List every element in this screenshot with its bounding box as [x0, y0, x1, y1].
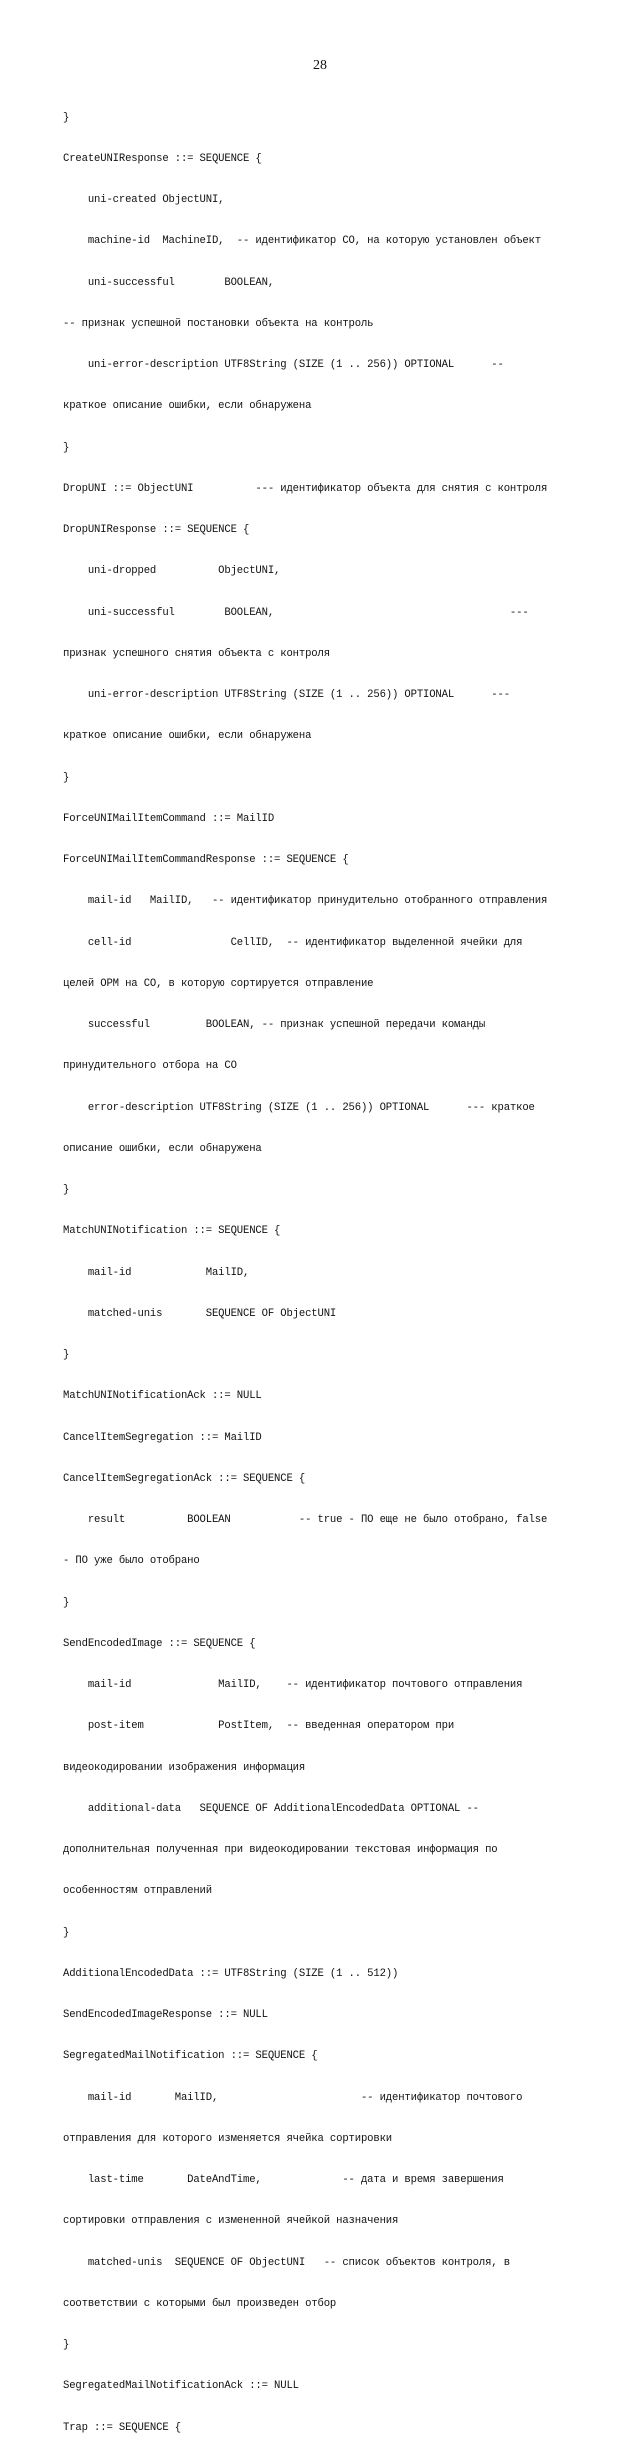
code-line: сортировки отправления с измененной ячейкой назначения — [63, 2215, 399, 2228]
code-line: cell-id CellID, -- идентификатор выделенной ячейки для — [63, 936, 523, 949]
code-line: DropUNI ::= ObjectUNI --- идентификатор объекта для снятия с контроля — [63, 482, 548, 495]
code-line: uni-created ObjectUNI, — [63, 194, 225, 206]
code-line: uni-successful BOOLEAN, — [63, 276, 275, 289]
code-line: краткое описание ошибки, если обнаружена — [63, 400, 312, 413]
code-line: ForceUNIMailItemCommandResponse ::= SEQUENCE { — [63, 854, 349, 866]
code-line: CancelItemSegregationAck ::= SEQUENCE { — [63, 1472, 306, 1485]
code-line: result BOOLEAN -- true - ПО еще не было отобрано, false — [63, 1514, 548, 1526]
code-line: - ПО уже было отобрано — [63, 1555, 200, 1568]
code-line: -- признак успешной постановки объекта на контроль — [63, 317, 374, 330]
code-line: Trap ::= SEQUENCE { — [63, 2421, 181, 2434]
code-line: uni-error-description UTF8String (SIZE (1 .. 256)) OPTIONAL -- — [63, 359, 504, 371]
code-line: } — [63, 441, 70, 454]
code-line: CancelItemSegregation ::= MailID — [63, 1431, 262, 1444]
code-line: additional-data SEQUENCE OF AdditionalEncodedData OPTIONAL -- — [63, 1802, 479, 1815]
code-line: соответствии с которыми был произведен отбор — [63, 2297, 337, 2310]
code-line: } — [63, 771, 70, 784]
code-line: } — [63, 1926, 70, 1939]
code-line: uni-dropped ObjectUNI, — [63, 565, 281, 578]
code-line: DropUNIResponse ::= SEQUENCE { — [63, 524, 250, 536]
code-line: SendEncodedImageResponse ::= NULL — [63, 2009, 268, 2021]
code-line: особенностям отправлений — [63, 1885, 212, 1898]
code-line: } — [63, 1596, 70, 1609]
code-line: CreateUNIResponse ::= SEQUENCE { — [63, 152, 262, 165]
code-line: successful BOOLEAN, -- признак успешной передачи команды — [63, 1019, 486, 1031]
code-line: ForceUNIMailItemCommand ::= MailID — [63, 812, 275, 825]
code-line: признак успешного снятия объекта с контроля — [63, 647, 330, 660]
code-line: MatchUNINotificationAck ::= NULL — [63, 1390, 262, 1403]
code-line: error-description UTF8String (SIZE (1 .. 256)) OPTIONAL --- краткое — [63, 1101, 535, 1114]
code-line: видеокодировании изображения информация — [63, 1761, 306, 1774]
code-line: MatchUNINotification ::= SEQUENCE { — [63, 1225, 281, 1238]
code-line: принудительного отбора на СО — [63, 1060, 237, 1073]
code-line: uni-error-description UTF8String (SIZE (1 .. 256)) OPTIONAL --- — [63, 689, 510, 701]
code-line: last-time DateAndTime, -- дата и время завершения — [63, 2174, 504, 2186]
code-line: uni-successful BOOLEAN, --- — [63, 606, 529, 619]
code-line: отправления для которого изменяется ячейка сортировки — [63, 2132, 392, 2145]
code-line: mail-id MailID, -- идентификатор почтового отправления — [63, 1679, 523, 1691]
code-line: AdditionalEncodedData ::= UTF8String (SIZE (1 .. 512)) — [63, 1967, 399, 1980]
code-line: } — [63, 1184, 70, 1196]
page-number: 28 — [313, 58, 327, 73]
code-line: краткое описание ошибки, если обнаружена — [63, 730, 312, 743]
code-line: mail-id MailID, -- идентификатор почтового — [63, 2091, 523, 2104]
code-line: matched-unis SEQUENCE OF ObjectUNI -- список объектов контроля, в — [63, 2256, 510, 2269]
code-line: post-item PostItem, -- введенная оператором при — [63, 1720, 455, 1733]
code-line: SegregatedMailNotification ::= SEQUENCE { — [63, 2050, 318, 2063]
code-line: } — [63, 2339, 70, 2351]
code-line: дополнительная полученная при видеокодировании текстовая информация по — [63, 1844, 498, 1856]
code-line: } — [63, 111, 70, 124]
code-line: описание ошибки, если обнаружена — [63, 1142, 262, 1155]
code-listing — [63, 84, 628, 2449]
code-line: } — [63, 1349, 70, 1361]
code-line: mail-id MailID, -- идентификатор принудительно отобранного отправления — [63, 895, 548, 908]
code-line: machine-id MachineID, -- идентификатор CO, на которую установлен объект — [63, 235, 541, 248]
code-line: mail-id MailID, — [63, 1266, 250, 1279]
code-line: целей ОРМ на СО, в которую сортируется отправление — [63, 977, 374, 990]
code-line: matched-unis SEQUENCE OF ObjectUNI — [63, 1307, 337, 1320]
code-line: SendEncodedImage ::= SEQUENCE { — [63, 1637, 256, 1650]
code-line: SegregatedMailNotificationAck ::= NULL — [63, 2380, 299, 2393]
